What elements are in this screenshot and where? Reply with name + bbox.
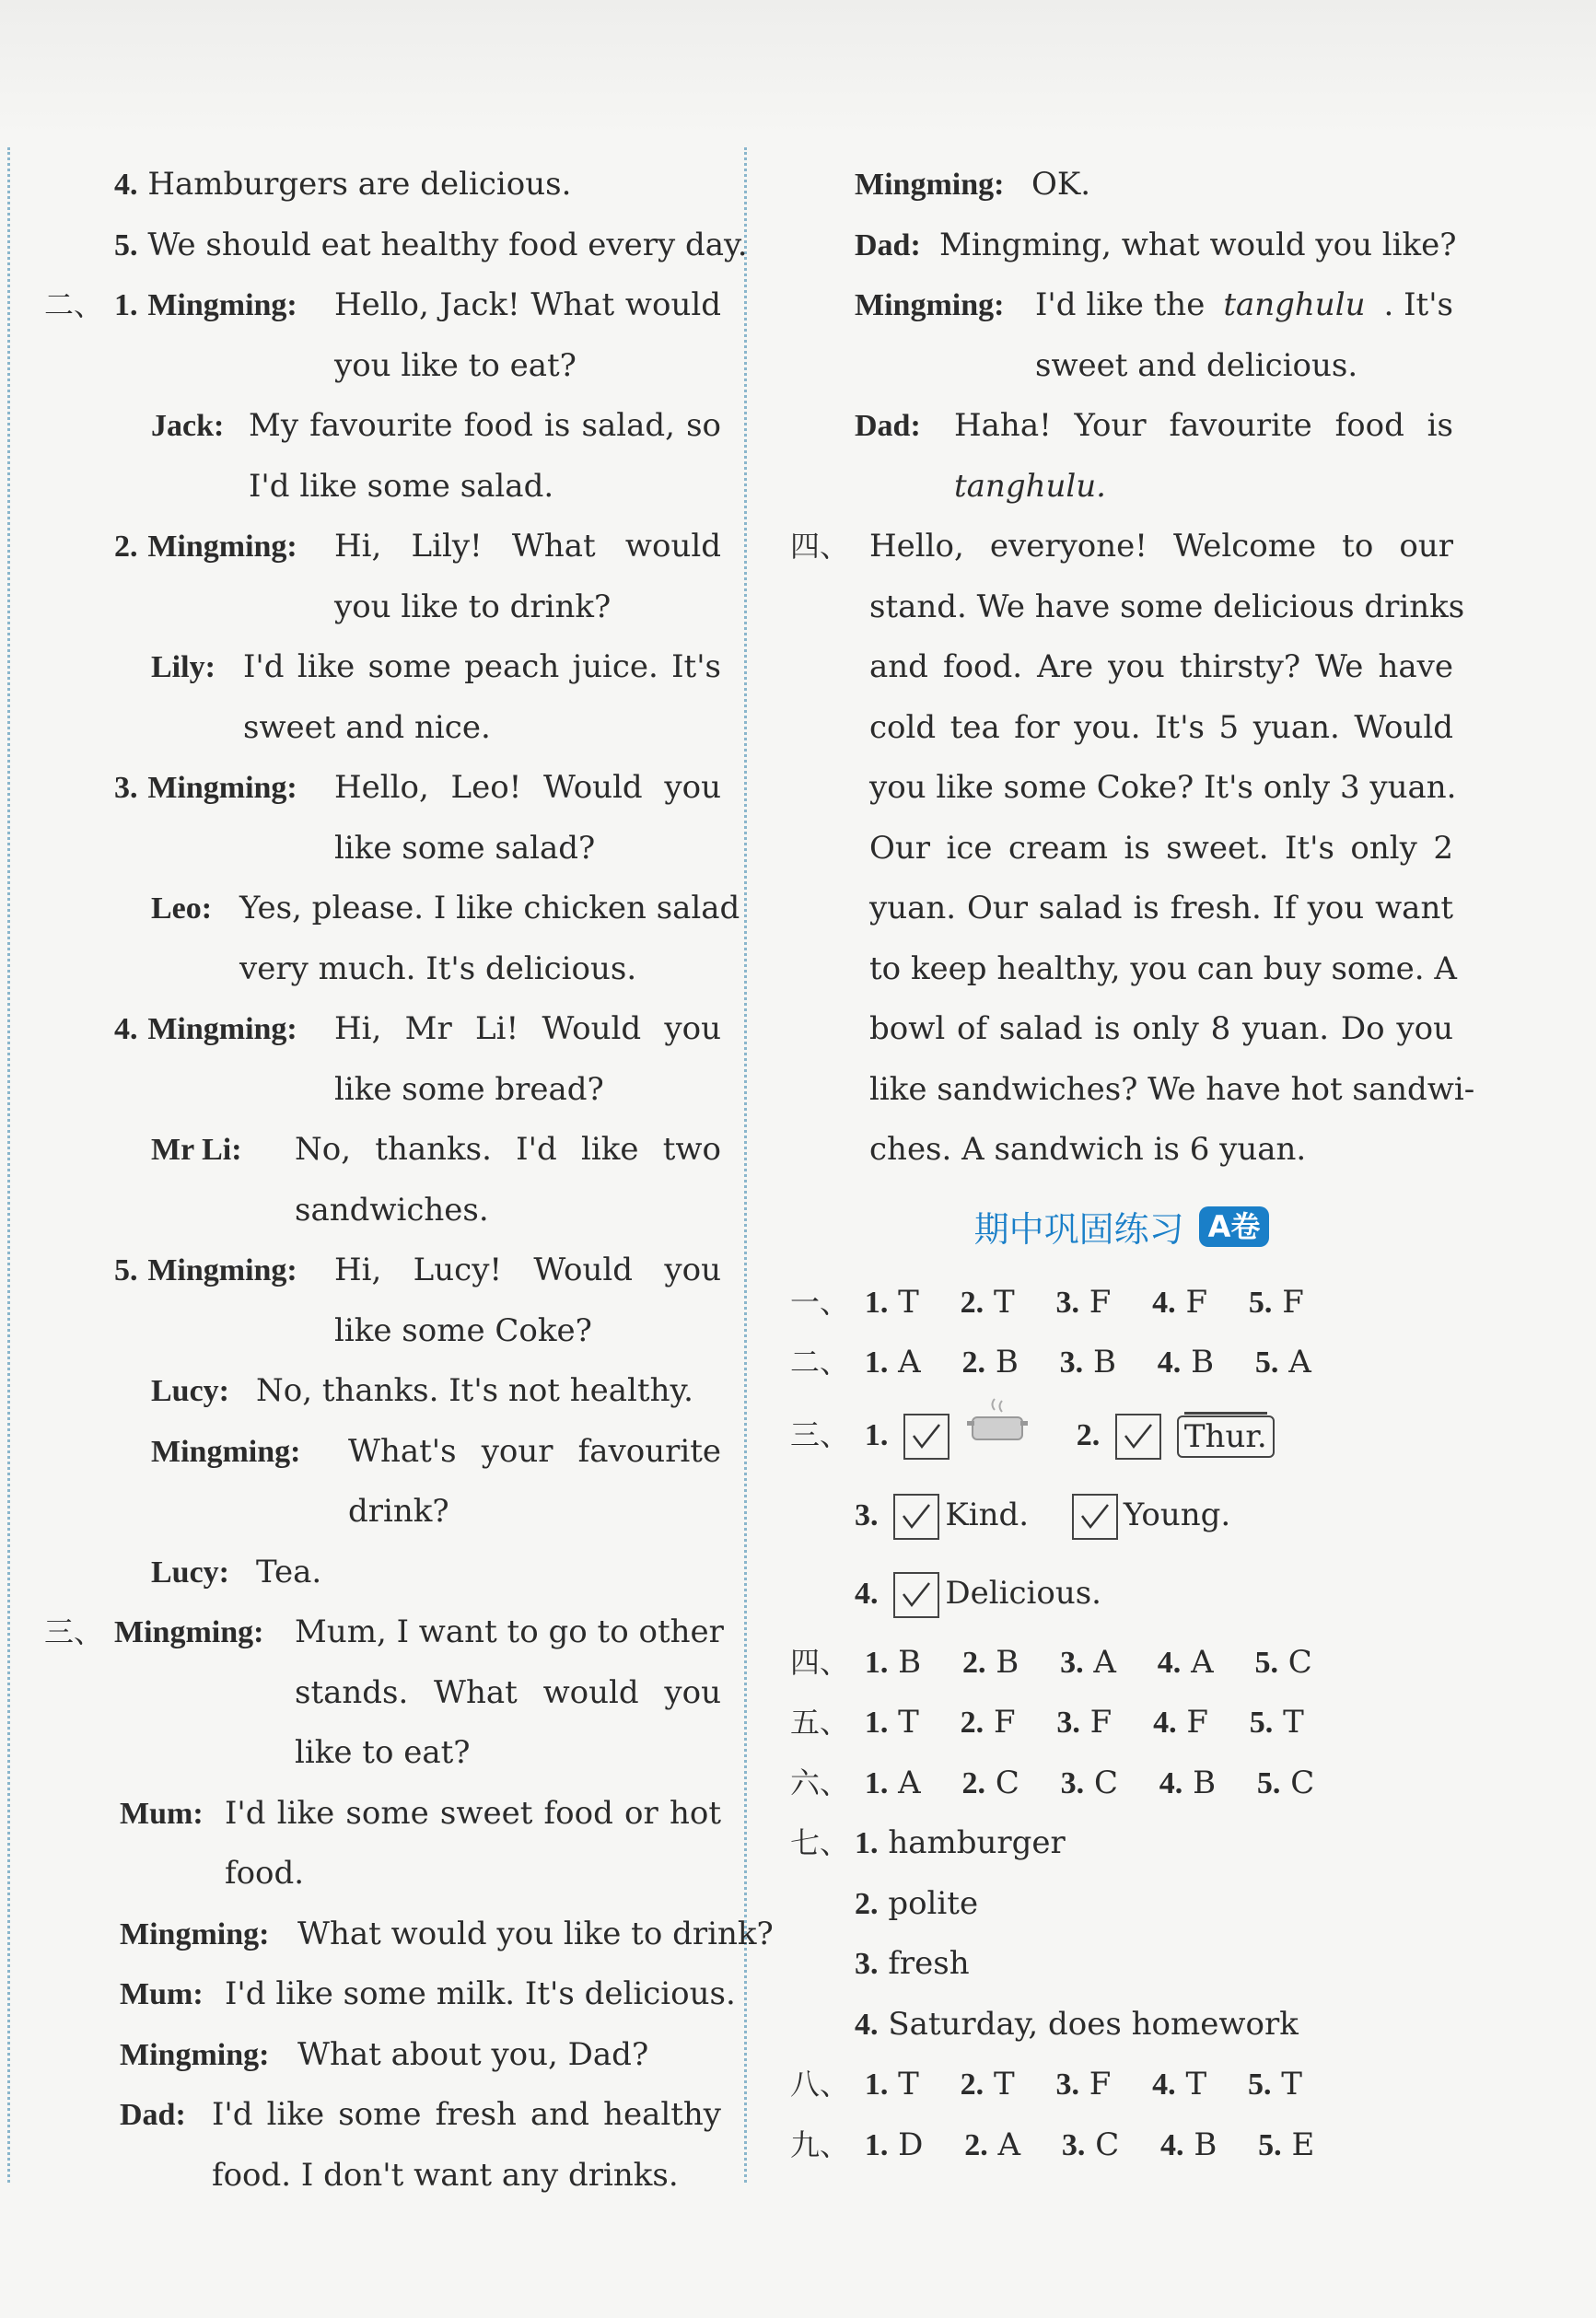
part4-line: 四、 Hello, everyone! Welcome to our [790, 528, 1453, 565]
left-column [44, 155, 774, 2206]
answers-row-3b: 3. Kind. Young. [790, 1476, 1453, 1555]
part3-line-3: like to eat? [295, 1734, 471, 1771]
answers-row-5: 五、 1. T 2. F 3. F 4. F 5. T [790, 1704, 1304, 1741]
dialogue-4-reply-2: sandwiches. [295, 1191, 489, 1229]
section-title-text: 期中巩固练习 [973, 1209, 1184, 1250]
part3-mingming-3: Mingming: What about you, Dad? [120, 2035, 649, 2073]
answers-row-7-4: 4. Saturday, does homework [855, 2005, 1299, 2043]
part3-mingming-2: Mingming: What would you like to drink? [120, 1915, 774, 1952]
section-title [790, 1181, 1453, 1273]
part3-mum-3: Mum: I'd like some milk. It's delicious. [120, 1975, 736, 2012]
dialogue-2-line-2: you like to drink? [334, 588, 612, 625]
dialogue-1-reply-2: I'd like some salad. [249, 467, 554, 505]
part3-mum-2: food. [225, 1855, 305, 1892]
check-box [1115, 1414, 1161, 1460]
check-box [903, 1414, 949, 1460]
part3-line-1: 三、 Mingming: Mum, I want to go to other [44, 1613, 724, 1650]
dialogue-2-reply: Lily: I'd like some peach juice. It's [151, 648, 721, 685]
answers-row-7: 七、 1. hamburger [790, 1824, 1066, 1861]
answers-row-8: 八、 1. T 2. T 3. F 4. T 5. T [790, 2066, 1302, 2103]
part4-line: like sandwiches? We have hot sandwi- [869, 1070, 1475, 1108]
answers-row-7-2: 2. polite [855, 1884, 979, 1922]
dialogue-5-question: Mingming: What's your favourite [151, 1432, 721, 1470]
answers-row-6: 六、 1. A 2. C 3. C 4. B 5. C [790, 1764, 1315, 1801]
answers-row-9: 九、 1. D 2. A 3. C 4. B 5. E [790, 2126, 1315, 2163]
right-dad-2: Dad: Haha! Your favourite food is [855, 407, 1453, 444]
check-box [893, 1494, 939, 1540]
dialogue-2-line-1: 2. Mingming: Hi, Lily! What would [114, 528, 721, 565]
calendar-tag: Thur. [1177, 1415, 1275, 1458]
section-badge: A卷 [1199, 1206, 1270, 1247]
right-dad-2b: tanghulu. [954, 467, 1106, 505]
dialogue-4-line-2: like some bread? [334, 1070, 604, 1108]
dialogue-1-reply: Jack: My favourite food is salad, so [151, 407, 721, 444]
part4-line: you like some Coke? It's only 3 yuan. [869, 769, 1457, 806]
right-dad-1: Dad: Mingming, what would you like? [855, 226, 1457, 263]
right-column [790, 155, 1475, 2175]
part4-line: Our ice cream is sweet. It's only 2 [869, 829, 1453, 867]
part4-line: ches. A sandwich is 6 yuan. [869, 1131, 1307, 1168]
part4-line: stand. We have some delicious drinks [869, 588, 1465, 625]
dialogue-1-line-2: you like to eat? [334, 346, 577, 384]
answers-row-1: 一、 1. T 2. T 3. F 4. F 5. F [790, 1283, 1304, 1321]
part3-mum-1: Mum: I'd like some sweet food or hot [120, 1794, 721, 1832]
dialogue-4-line-1: 4. Mingming: Hi, Mr Li! Would you [114, 1010, 721, 1047]
part3-dad-2: food. I don't want any drinks. [212, 2156, 679, 2194]
sentence-4: 4. Hamburgers are delicious. [114, 166, 572, 203]
page-top-shadow [0, 0, 1596, 138]
dialogue-5-reply: Lucy: No, thanks. It's not healthy. [151, 1372, 693, 1409]
dialogue-5-answer: Lucy: Tea. [151, 1553, 322, 1590]
dialogue-5-line-2: like some Coke? [334, 1311, 592, 1349]
hot-pot-icon [965, 1395, 1030, 1478]
dialogue-3-line-1: 3. Mingming: Hello, Leo! Would you [114, 769, 721, 806]
dialogue-3-line-2: like some salad? [334, 829, 596, 867]
part3-line-2: stands. What would you [295, 1673, 721, 1711]
dialogue-5-question-2: drink? [348, 1493, 449, 1530]
check-box [1072, 1494, 1118, 1540]
part4-line: yuan. Our salad is fresh. If you want [869, 890, 1453, 926]
dialogue-3-reply-2: very much. It's delicious. [239, 949, 637, 987]
part4-line: to keep healthy, you can buy some. A [869, 949, 1457, 987]
answers-row-2: 二、 1. A 2. B 3. B 4. B 5. A [790, 1344, 1311, 1380]
dialogue-4-reply: Mr Li: No, thanks. I'd like two [151, 1131, 721, 1168]
right-mingming-1: Mingming: OK. [855, 166, 1091, 203]
part4-line: bowl of salad is only 8 yuan. Do you [869, 1010, 1453, 1047]
dialogue-3-reply: Leo: Yes, please. I like chicken salad [151, 890, 740, 926]
right-mingming-2b: sweet and delicious. [1035, 346, 1358, 384]
right-mingming-2: Mingming: I'd like the tanghulu . It's [855, 286, 1453, 323]
dialogue-1-line-1: 二、 1. Mingming: Hello, Jack! What would [44, 286, 721, 323]
check-box [893, 1572, 939, 1618]
left-margin-line [7, 147, 10, 2183]
answers-row-4: 四、 1. B 2. B 3. A 4. A 5. C [790, 1643, 1312, 1681]
part4-line: cold tea for you. It's 5 yuan. Would [869, 708, 1453, 746]
part4-line: and food. Are you thirsty? We have [869, 648, 1453, 685]
answers-row-3c: 4. Delicious. [790, 1555, 1453, 1633]
answers-row-7-3: 3. fresh [855, 1945, 970, 1982]
answers-row-3: 三、 1. 2. Thur. [790, 1393, 1453, 1476]
part3-dad-1: Dad: I'd like some fresh and healthy [120, 2096, 721, 2133]
sentence-5: 5. We should eat healthy food every day. [114, 226, 748, 263]
dialogue-2-reply-2: sweet and nice. [243, 708, 491, 746]
column-divider [744, 147, 747, 2183]
part4-passage [790, 517, 1475, 1181]
dialogue-5-line-1: 5. Mingming: Hi, Lucy! Would you [114, 1252, 721, 1288]
